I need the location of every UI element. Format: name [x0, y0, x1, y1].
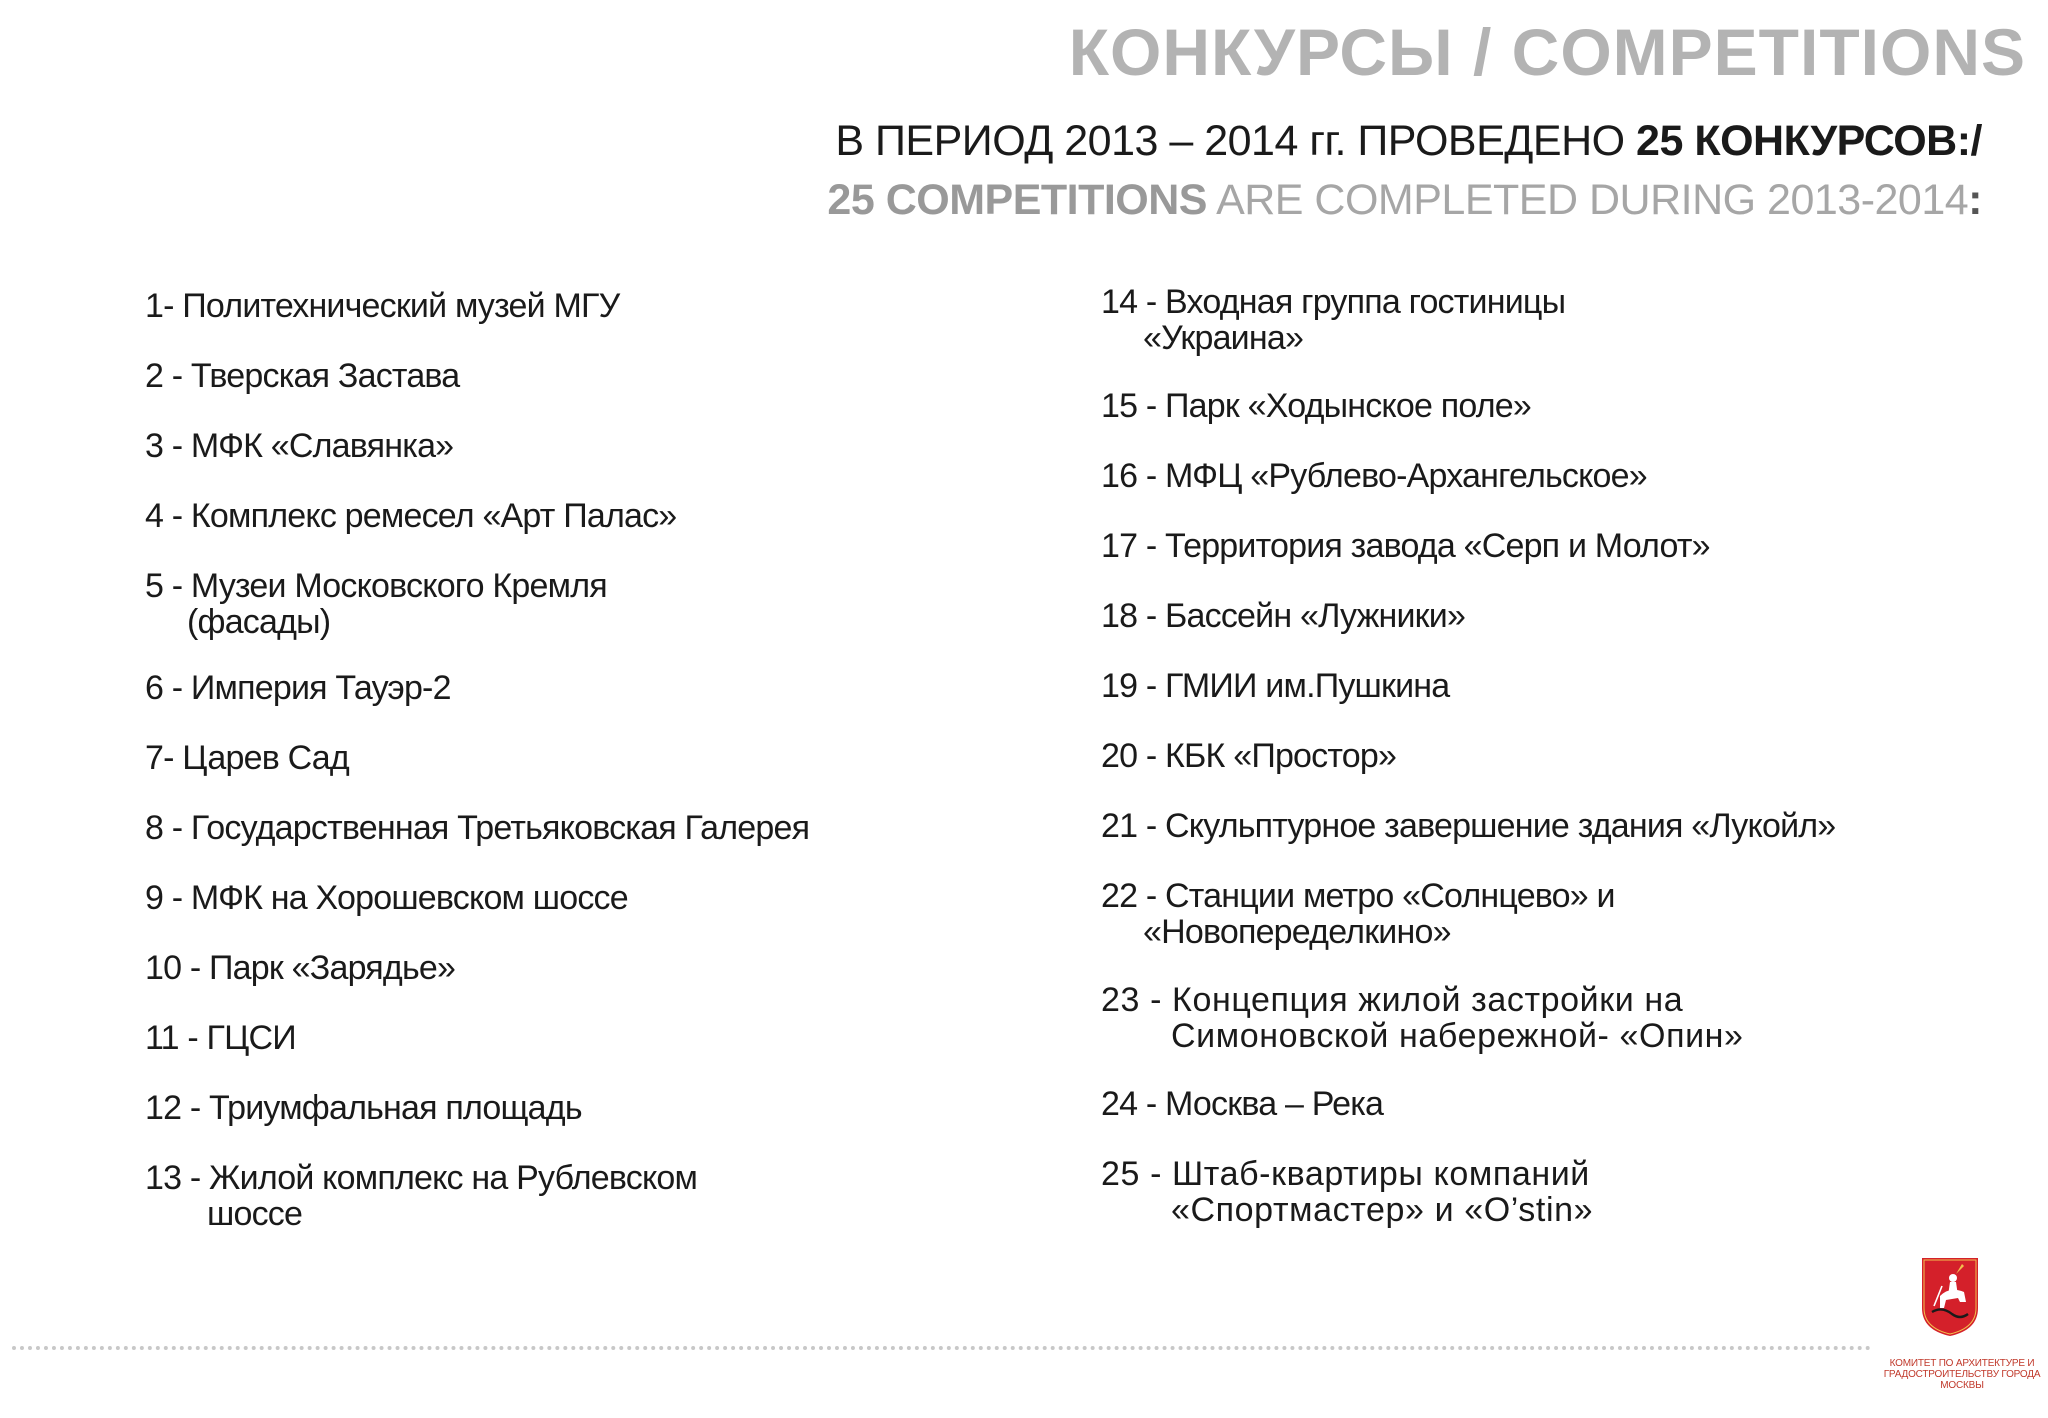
list-item: [145, 498, 1045, 534]
list-item: [1101, 1086, 1981, 1122]
list-item-text: 6 - Империя Тауэр-2: [145, 669, 451, 707]
list-item: [145, 358, 1045, 394]
list-item-continuation: «Новопеределкино»: [1143, 913, 1451, 951]
list-item: [145, 1090, 1045, 1126]
list-item-text: 12 - Триумфальная площадь: [145, 1089, 582, 1127]
list-item-text: 11 - ГЦСИ: [145, 1019, 296, 1057]
list-item-text: 4 - Комплекс ремесел «Арт Палас»: [145, 497, 677, 535]
list-item-text: 22 - Станции метро «Солнцево» и: [1101, 877, 1615, 915]
competitions-list-right: [1101, 284, 1981, 1260]
list-item: [1101, 598, 1981, 634]
list-item-text: 13 - Жилой комплекс на Рублевском: [145, 1159, 698, 1197]
list-item: [145, 950, 1045, 986]
list-item-text: 8 - Государственная Третьяковская Галерея: [145, 809, 810, 847]
list-item-continuation: «Спортмастер» и «O’stin»: [1171, 1191, 1594, 1229]
list-item: [145, 428, 1045, 464]
list-item: [145, 670, 1045, 706]
footer-divider: [12, 1346, 1872, 1350]
list-item-text: 5 - Музеи Московского Кремля: [145, 567, 607, 605]
list-item: [145, 1160, 1045, 1232]
list-item: [1101, 668, 1981, 704]
list-item-text: 15 - Парк «Ходынское поле»: [1101, 387, 1531, 425]
list-item-text: 1- Политехнический музей МГУ: [145, 287, 620, 325]
list-item-text: 7- Царев Сад: [145, 739, 349, 777]
list-item-text: 10 - Парк «Зарядье»: [145, 949, 456, 987]
list-item: [145, 740, 1045, 776]
list-item: [1101, 808, 1981, 844]
list-item-text: 3 - МФК «Славянка»: [145, 427, 454, 465]
list-item-continuation: шоссе: [207, 1195, 303, 1233]
list-item-text: 9 - МФК на Хорошевском шоссе: [145, 879, 628, 917]
list-item: [145, 880, 1045, 916]
list-item-text: 17 - Территория завода «Серп и Молот»: [1101, 527, 1710, 565]
list-item: [145, 810, 1045, 846]
subtitle-en-colon: :: [1968, 176, 1982, 224]
subtitle-en-text: ARE COMPLETED DURING 2013-2014: [1207, 176, 1969, 224]
list-item: [1101, 388, 1981, 424]
list-item-text: 23 - Концепция жилой застройки на: [1101, 981, 1684, 1019]
list-item-continuation: (фасады): [187, 603, 331, 641]
list-item-text: 25 - Штаб-квартиры компаний: [1101, 1155, 1590, 1193]
list-item-text: 14 - Входная группа гостиницы: [1101, 283, 1566, 321]
list-item-continuation: Симоновской набережной- «Опин»: [1171, 1017, 1744, 1055]
list-item: [1101, 1156, 1981, 1228]
list-item-text: 20 - КБК «Простор»: [1101, 737, 1397, 775]
list-item-text: 18 - Бассейн «Лужники»: [1101, 597, 1466, 635]
list-item-continuation: «Украина»: [1143, 319, 1304, 357]
list-item: [145, 288, 1045, 324]
list-item: [145, 568, 1045, 640]
subtitle-en: [827, 176, 1982, 225]
subtitle-ru-highlight: 25 КОНКУРСОВ:/: [1636, 117, 1982, 165]
list-item: [1101, 284, 1981, 356]
competitions-list-left: [145, 288, 1045, 1262]
subtitle-en-highlight: 25 COMPETITIONS: [827, 176, 1207, 224]
list-item: [1101, 458, 1981, 494]
list-item: [1101, 878, 1981, 950]
list-item: [145, 1020, 1045, 1056]
list-item-text: 2 - Тверская Застава: [145, 357, 460, 395]
moscow-coat-of-arms-icon: [1920, 1256, 1980, 1338]
list-item-text: 24 - Москва – Река: [1101, 1085, 1384, 1123]
list-item-text: 16 - МФЦ «Рублево-Архангельское»: [1101, 457, 1647, 495]
list-item: [1101, 738, 1981, 774]
list-item-text: 19 - ГМИИ им.Пушкина: [1101, 667, 1450, 705]
list-item-text: 21 - Скульптурное завершение здания «Лукойл»: [1101, 807, 1836, 845]
list-item: [1101, 982, 1981, 1054]
subtitle-ru-text: В ПЕРИОД 2013 – 2014 гг. ПРОВЕДЕНО: [835, 117, 1637, 165]
page-title: КОНКУРСЫ / COMPETITIONS: [1068, 15, 2026, 89]
committee-caption: КОМИТЕТ ПО АРХИТЕКТУРЕ И ГРАДОСТРОИТЕЛЬСТВУ ГОРОДА МОСКВЫ: [1883, 1358, 2041, 1391]
list-item: [1101, 528, 1981, 564]
subtitle-ru: [835, 117, 1982, 166]
